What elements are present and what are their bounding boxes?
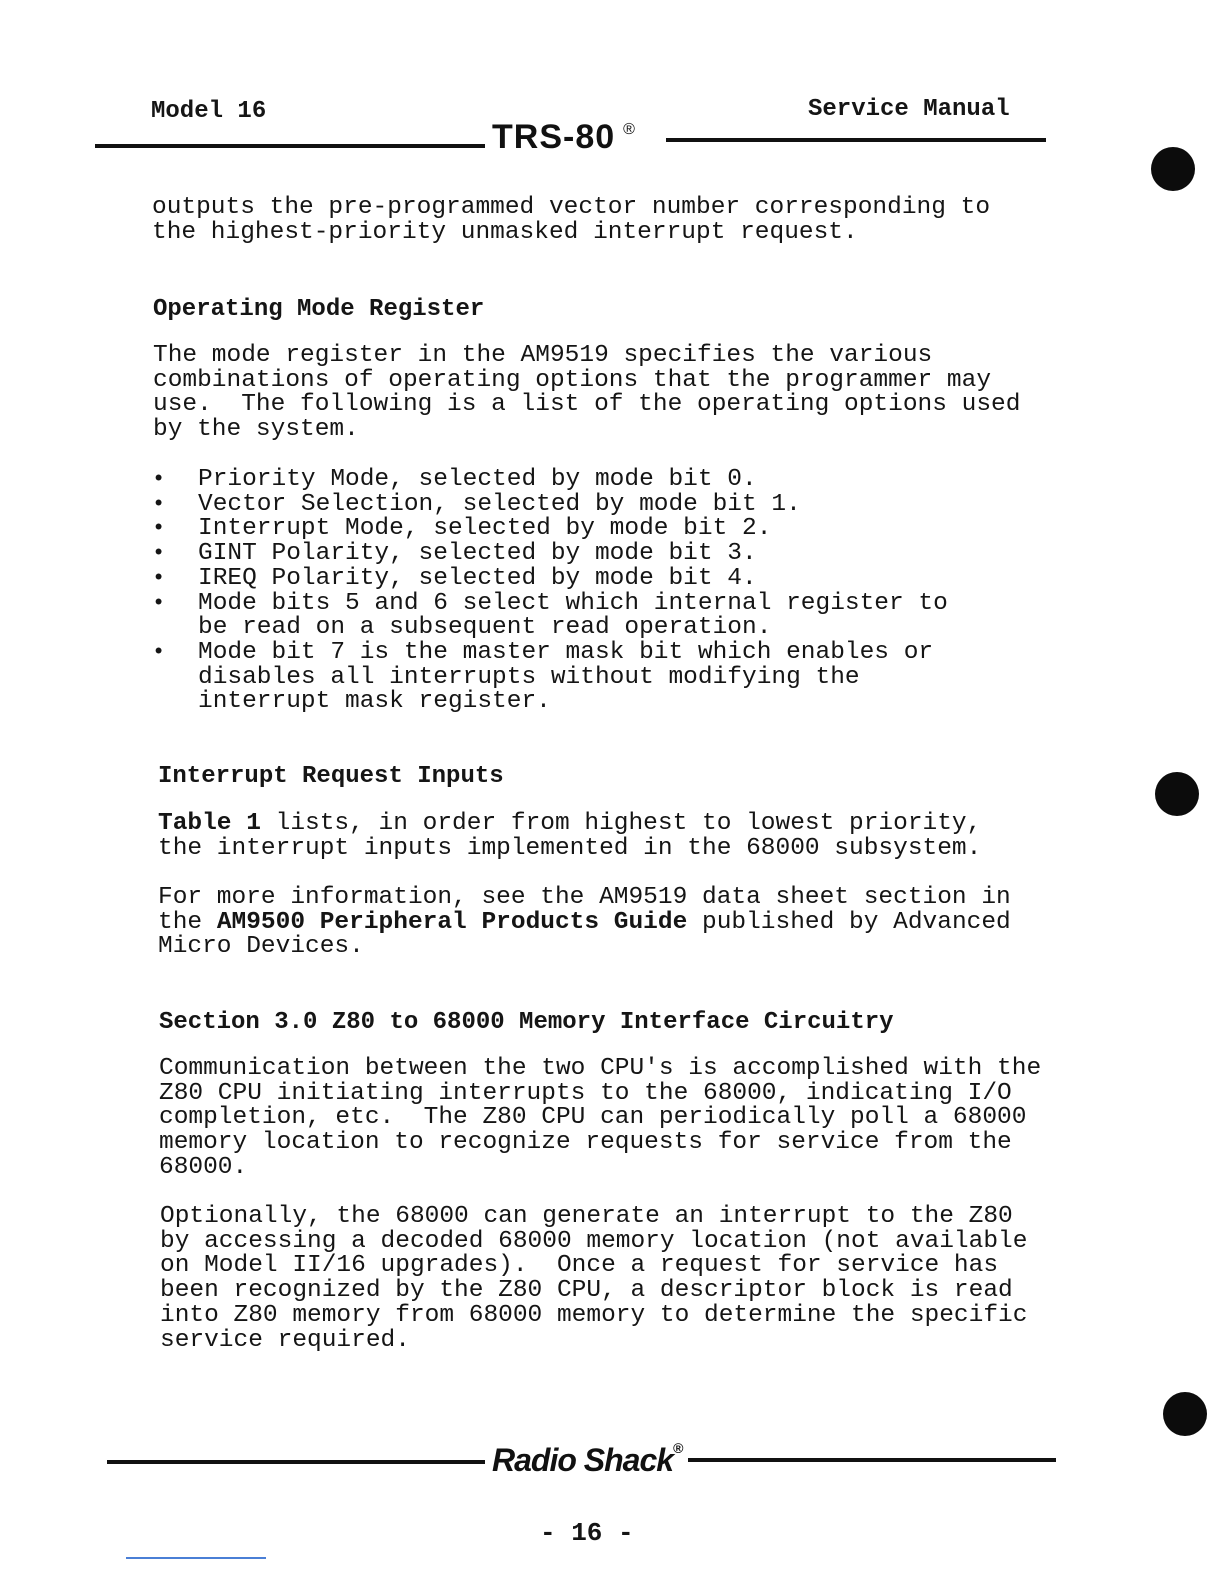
scan-edge-mark — [126, 1557, 266, 1559]
communication-paragraph: Communication between the two CPU's is accomplished with the Z80 CPU initiating interrupts to the 68000, indicating I/O completion, etc. The Z80 CPU can periodically poll a 68000 memory location to recognize requests for service from the 68000. — [159, 1055, 1042, 1181]
mode-options-list — [152, 468, 948, 715]
list-item: • Mode bit 7 is the master mask bit which enables or disables all interrupts without modifying the interrupt mask register. — [152, 641, 948, 715]
header-manual-title: Service Manual — [808, 96, 1010, 123]
binder-hole-bottom — [1163, 1392, 1207, 1436]
list-item: • Mode bits 5 and 6 select which internal register to be read on a subsequent read operation. — [152, 592, 948, 641]
header-rule-left — [95, 144, 485, 148]
page-number: - 16 - — [540, 1518, 634, 1548]
section-heading-operating-mode: Operating Mode Register — [153, 296, 485, 323]
radio-shack-logo: Radio Shack® — [492, 1440, 683, 1478]
optional-interrupt-paragraph: Optionally, the 68000 can generate an interrupt to the Z80 by accessing a decoded 68000 memory location (not available on Model II/16 upgrades). Once a request for service has been recognized by the Z80 CPU, a descriptor block is read into Z80 memory from 68000 memory to determine the specific service required. — [160, 1203, 1028, 1354]
operating-mode-paragraph: The mode register in the AM9519 specifies the various combinations of operating options that the programmer may use. The following is a list of the operating options used by the system. — [153, 342, 1021, 444]
list-item: • Interrupt Mode, selected by mode bit 2. — [152, 517, 948, 542]
footer-rule-left — [107, 1460, 485, 1464]
header-rule-right — [666, 138, 1046, 142]
binder-hole-middle — [1155, 772, 1199, 816]
header-model: Model 16 — [151, 98, 267, 125]
list-item: • IREQ Polarity, selected by mode bit 4. — [152, 567, 948, 592]
guide-title: AM9500 Peripheral Products Guide — [216, 908, 688, 936]
footer-rule-right — [688, 1458, 1056, 1462]
more-info-paragraph: For more information, see the AM9519 data sheet section in the AM9500 Peripheral Products Guide published by Advanced Micro Devices. — [158, 884, 1011, 961]
list-item: • GINT Polarity, selected by mode bit 3. — [152, 542, 948, 567]
section-heading-interrupt-inputs: Interrupt Request Inputs — [158, 763, 504, 790]
list-item: • Vector Selection, selected by mode bit 1. — [152, 493, 948, 518]
trs80-logo: TRS-80 ® — [492, 118, 636, 156]
intro-paragraph: outputs the pre-programmed vector number corresponding to the highest-priority unmasked interrupt request. — [152, 194, 991, 246]
table-reference: Table 1 — [158, 810, 261, 837]
list-item: • Priority Mode, selected by mode bit 0. — [152, 468, 948, 493]
section-heading-memory-interface: Section 3.0 Z80 to 68000 Memory Interface Circuitry — [159, 1009, 894, 1036]
binder-hole-top — [1151, 147, 1195, 191]
interrupt-inputs-paragraph: Table 1 lists, in order from highest to lowest priority, the interrupt inputs implemented in the 68000 subsystem. — [158, 810, 982, 862]
